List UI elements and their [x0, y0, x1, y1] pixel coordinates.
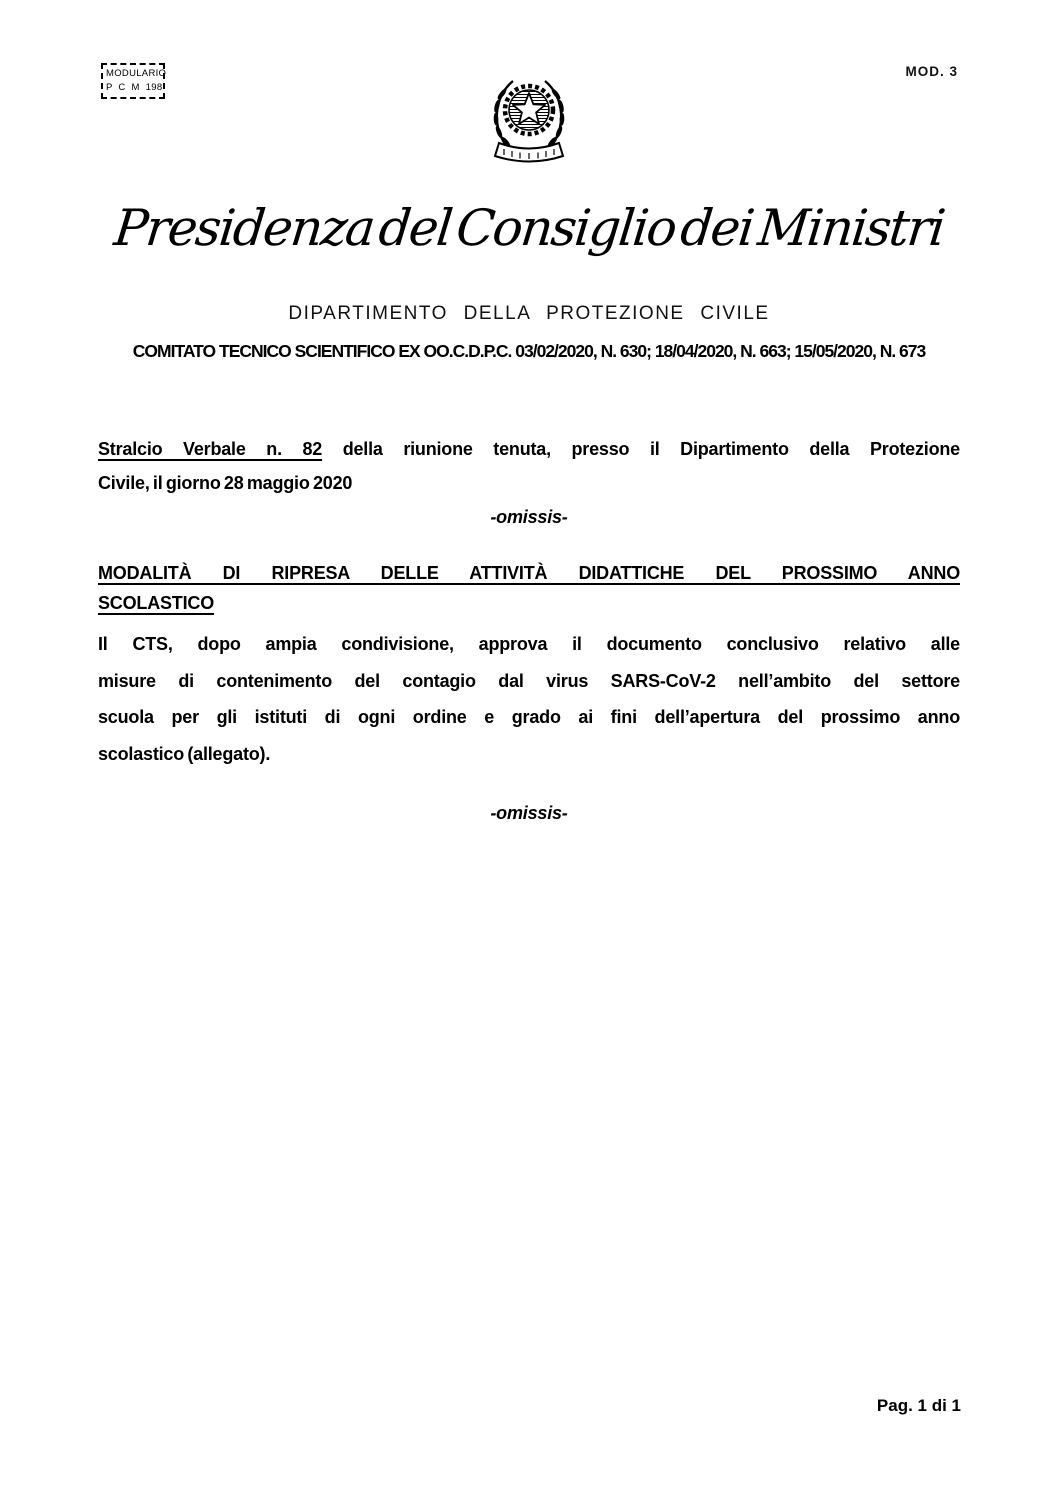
page-number: Pag. 1 di 1 — [876, 1396, 961, 1415]
heading-line-2: SCOLASTICO — [98, 593, 215, 613]
document-body — [98, 432, 960, 830]
omissis-marker-1: -omissis- — [490, 507, 568, 527]
verbale-line1-rest: della riunione tenuta, presso il Dipartimento della Protezione — [322, 439, 960, 459]
cts-line-2: misure di contenimento del contagio dal virus SARS-CoV-2 nell’ambito del settore — [98, 670, 960, 691]
heading-line-1: MODALITÀ DI RIPRESA DELLE ATTIVITÀ DIDATTICHE DEL PROSSIMO ANNO — [98, 563, 960, 583]
italy-emblem-icon — [482, 66, 576, 170]
verbale-line-1 — [98, 432, 960, 466]
verbale-lead: Stralcio Verbale n. 82 — [98, 439, 323, 459]
modulario-box — [101, 63, 165, 99]
institution-title: Presidenza del Consiglio dei Ministri — [111, 199, 947, 257]
cts-line-1: Il CTS, dopo ampia condivisione, approva il documento conclusivo relativo alle — [98, 634, 960, 654]
verbale-line-2: Civile, il giorno 28 maggio 2020 — [98, 473, 353, 493]
modulario-line2: P C M 198 — [106, 82, 163, 93]
mod-number: MOD. 3 — [905, 64, 958, 79]
ribbon-banner — [495, 143, 563, 162]
department-name: DIPARTIMENTO DELLA PROTEZIONE CIVILE — [288, 303, 770, 324]
cts-line-4: scolastico (allegato). — [98, 743, 271, 764]
section-heading — [98, 558, 960, 618]
modulario-line1: MODULARIO — [106, 68, 167, 79]
committee-line: COMITATO TECNICO SCIENTIFICO EX OO.C.D.P.C. 03/02/2020, N. 630; 18/04/2020, N. 663; 15/05/2020, N. 673 — [132, 341, 926, 361]
cts-line-3: scuola per gli istituti di ogni ordine e grado ai fini dell’apertura del prossimo anno — [98, 707, 960, 727]
paragraph-verbale — [98, 432, 960, 500]
omissis-marker-2: -omissis- — [490, 803, 568, 823]
paragraph-cts — [98, 626, 960, 772]
